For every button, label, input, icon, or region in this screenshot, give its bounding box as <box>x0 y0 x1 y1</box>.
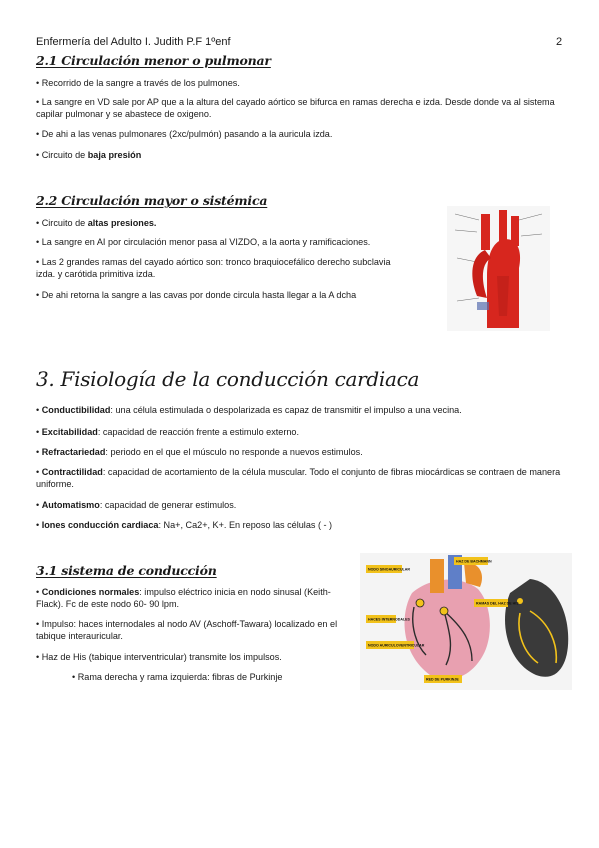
s22-item-3: • Las 2 grandes ramas del cayado aórtico son: tronco braquiocefálico derecho subclavia izda. y carótida primitiva izda. <box>36 257 406 280</box>
s31-item-condiciones: • Condiciones normales: impulso eléctrico inicia en nodo sinusal (Keith-Flack). Fc de este nodo 60- 90 lpm. <box>36 587 356 610</box>
s21-item-2: • La sangre en VD sale por AP que a la altura del cayado aórtico se bifurca en ramas derecha e izda. Desde donde va al sistema capilar pulmonar y se abastece de oxigeno. <box>36 97 561 120</box>
aortic-arch-figure <box>447 206 550 331</box>
s21-item-1: • Recorrido de la sangre a través de los pulmones. <box>36 78 556 90</box>
label-haces-internodales: HACES INTERNODALES <box>368 617 410 622</box>
label-haz-bachmann: HAZ DE BACHMANN <box>456 559 492 564</box>
label-red-purkinje: RED DE PURKINJE <box>426 677 459 682</box>
s31-item-rama: • Rama derecha y rama izquierda: fibras de Purkinje <box>72 672 372 684</box>
s3-item-contractilidad: • Contractilidad: capacidad de acortamiento de la célula muscular. Todo el conjunto de fibras miocárdicas se contraen de manera uniforme. <box>36 467 561 490</box>
section-2-1-title: 2.1 Circulación menor o pulmonar <box>36 53 271 68</box>
s22-item-4: • De ahi retorna la sangre a las cavas por donde circula hasta llegar a la A dcha <box>36 290 426 302</box>
s22-item-1: • Circuito de altas presiones. <box>36 218 156 230</box>
s21-item-3: • De ahi a las venas pulmonares (2xc/pulmón) pasando a la auricula izda. <box>36 129 556 141</box>
s3-item-excitabilidad: • Excitabilidad: capacidad de reacción frente a estimulo externo. <box>36 427 566 439</box>
s31-item-his: • Haz de His (tabique interventricular) transmite los impulsos. <box>36 652 356 664</box>
s3-item-iones: • Iones conducción cardiaca: Na+, Ca2+, K+. En reposo las células ( - ) <box>36 520 566 532</box>
header-title: Enfermería del Adulto I. Judith P.F 1ºenf <box>36 36 231 48</box>
label-nodo-sinoauricular: NODO SINOAURICULAR <box>368 567 410 572</box>
s21-item-4: • Circuito de baja presión <box>36 150 141 162</box>
section-2-2-title: 2.2 Circulación mayor o sistémica <box>36 193 268 208</box>
conduction-system-figure <box>360 553 572 690</box>
section-3-title: 3. Fisiología de la conducción cardiaca <box>36 367 420 391</box>
s31-item-impulso: • Impulso: haces internodales al nodo AV (Aschoff-Tawara) localizado en el tabique interauricular. <box>36 619 356 642</box>
s3-item-refractariedad: • Refractariedad: periodo en el que el músculo no responde a nuevos estimulos. <box>36 447 566 459</box>
s3-item-automatismo: • Automatismo: capacidad de generar estimulos. <box>36 500 566 512</box>
section-3-1-title: 3.1 sistema de conducción <box>36 563 217 578</box>
page-number: 2 <box>556 36 563 48</box>
label-nodo-av: NODO AURICULOVENTRICULAR <box>368 643 425 648</box>
label-ramas-haz-his: RAMAS DEL HAZ DE HIS <box>476 601 519 606</box>
s3-item-conductibilidad: • Conductibilidad: una célula estimulada o despolarizada es capaz de transmitir el impulso a una vecina. <box>36 405 566 417</box>
s22-item-2: • La sangre en AI por circulación menor pasa al VIZDO, a la aorta y ramificaciones. <box>36 237 426 249</box>
